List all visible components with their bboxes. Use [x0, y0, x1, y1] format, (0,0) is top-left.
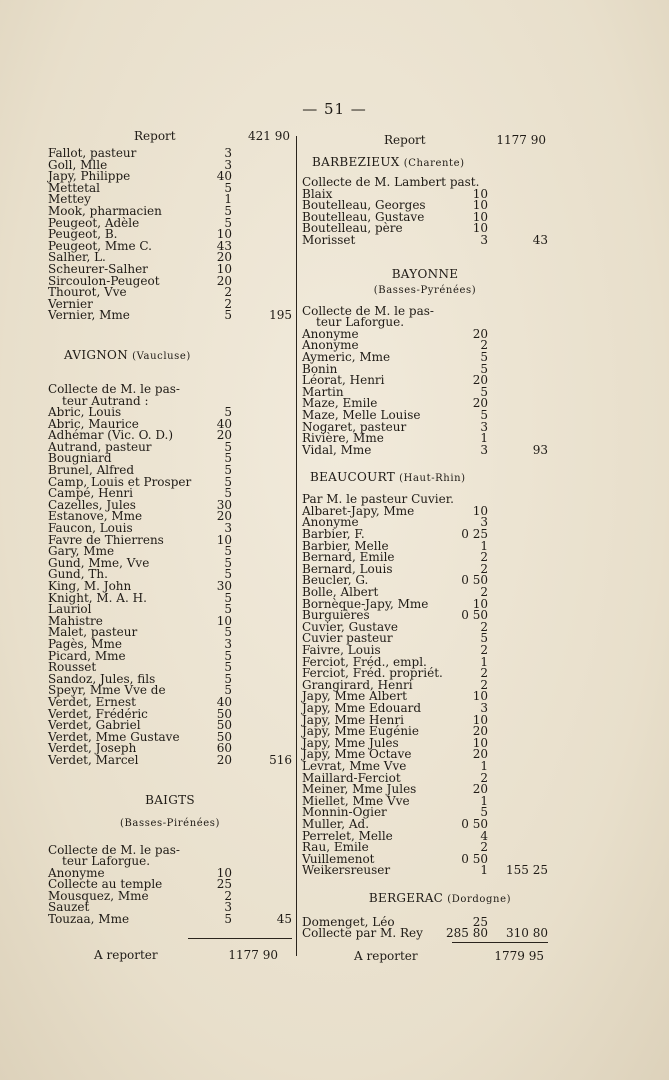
donor-name: Monnin-Ogier [302, 805, 387, 820]
section-heading [302, 155, 548, 169]
donor-name: Ferciot, Fréd. propriét. [302, 666, 443, 681]
donor-amount: 1 [480, 758, 488, 773]
donor-row [302, 865, 548, 877]
donor-name: Collecte au temple [48, 877, 163, 892]
donor-amount: 10 [472, 712, 488, 727]
section-region: (Basses-Pyrénées) [373, 284, 477, 296]
intro-line: Collecte de M. le pas- [48, 842, 180, 857]
donor-name: Cuvier, Gustave [302, 619, 399, 634]
donor-amount: 10 [216, 865, 232, 880]
donor-amount: 5 [224, 544, 232, 559]
donor-name: Levrat, Mme Vve [302, 758, 407, 773]
donor-name: Bonin [302, 361, 338, 376]
donor-amount: 5 [480, 407, 488, 422]
donor-amount: 2 [480, 677, 488, 692]
donor-amount: 43 [216, 238, 232, 253]
donor-amount: 20 [216, 509, 232, 524]
donor-name: Autrand, pasteur [48, 439, 152, 454]
donor-amount: 20 [472, 396, 488, 411]
donor-name: Faucon, Louis [48, 521, 133, 536]
donor-amount: 5 [224, 180, 232, 195]
donor-amount: 60 [216, 741, 232, 756]
donor-amount: 3 [224, 521, 232, 536]
donor-name: Burguières [302, 608, 370, 623]
donor-amount: 5 [224, 215, 232, 230]
donor-name: Japy, Mme Albert [302, 689, 407, 704]
donor-amount: 3 [480, 700, 488, 715]
donor-name: Vuillemenot [302, 851, 375, 866]
donor-name: Anonyme [48, 865, 105, 880]
reporter-label: A reporter [354, 949, 418, 964]
section-title: BARBEZIEUX [312, 155, 400, 169]
donor-name: Adhémar (Vic. O. D.) [48, 428, 174, 443]
donor-list [302, 177, 548, 247]
donor-amount: 0 50 [461, 816, 488, 831]
donor-name: Fallot, pasteur [48, 146, 137, 160]
donor-amount: 3 [224, 146, 232, 160]
donor-amount: 2 [480, 585, 488, 600]
donor-name: Mettey [48, 192, 91, 207]
donor-amount: 1 [480, 538, 488, 553]
donor-name: Aymeric, Mme [302, 349, 391, 364]
page-number: — 51 — [302, 100, 367, 118]
donor-name: King, M. John [48, 579, 132, 593]
donor-amount: 10 [216, 613, 232, 628]
donor-amount: 50 [216, 718, 232, 733]
donor-name: Japy, Mme Octave [302, 747, 412, 762]
donor-list [48, 865, 292, 927]
donor-name: Faivre, Louis [302, 643, 381, 657]
total-rule [188, 938, 292, 939]
donor-name: Beucler, G. [302, 573, 369, 588]
donor-amount: 5 [224, 451, 232, 466]
report-amount: 1177 90 [496, 133, 546, 147]
donor-name: Campé, Henri [48, 486, 133, 501]
donor-name: Bolle, Albert [302, 585, 379, 600]
donor-name: Japy, Mme Edouard [302, 700, 422, 715]
intro-line: teur Laforgue. [62, 854, 151, 869]
donor-name: Morisset [302, 232, 356, 247]
section-heading [302, 891, 548, 905]
donor-name: Verdet, Frédéric [48, 706, 148, 721]
donor-row [48, 752, 292, 767]
donor-name: Martin [302, 384, 344, 399]
donor-name: Mettetal [48, 180, 100, 195]
total-rule [452, 942, 548, 943]
donor-amount: 5 [224, 463, 232, 478]
reporter-line [48, 947, 292, 963]
donor-name: Scheurer-Salher [48, 261, 148, 276]
donor-name: Vernier, Mme [48, 308, 130, 323]
donor-amount: 10 [472, 503, 488, 518]
donor-row [302, 442, 548, 457]
donor-amount: 3 [224, 157, 232, 172]
donor-name: Cazelles, Jules [48, 497, 136, 512]
donor-name: Gary, Mme [48, 544, 115, 559]
donor-name: Bernard, Emile [302, 550, 395, 565]
donor-name: Vernier [48, 296, 93, 311]
donor-list [302, 914, 548, 941]
donor-name: Peugeot, Mme C. [48, 238, 152, 253]
donor-name: Mahistre [48, 613, 103, 628]
donor-amount: 50 [216, 706, 232, 721]
subtotal-amount: 93 [532, 442, 548, 457]
donor-amount: 5 [224, 555, 232, 570]
donor-amount: 5 [224, 660, 232, 675]
donor-name: Picard, Mme [48, 648, 126, 663]
section-heading [302, 470, 548, 484]
subtotal-amount: 45 [276, 912, 292, 927]
donor-name: Anonyme [302, 326, 359, 341]
donor-name: Malet, pasteur [48, 625, 138, 640]
donor-name: Domenget, Léo [302, 914, 395, 929]
donor-name: Verdet, Mme Gustave [48, 729, 180, 744]
donor-amount: 0 50 [461, 851, 488, 866]
donor-amount: 1 [224, 192, 232, 207]
donor-name: Cuvier pasteur [302, 631, 393, 646]
section-heading [302, 267, 548, 281]
reporter-line [302, 948, 548, 964]
donor-name: Goll, Mlle [48, 157, 108, 172]
donor-amount: 2 [480, 770, 488, 785]
donor-name: Pagès, Mme [48, 636, 123, 651]
donor-amount: 2 [224, 296, 232, 311]
donor-amount: 285 80 [446, 926, 488, 941]
donor-name: Miellet, Mme Vve [302, 793, 410, 808]
donor-name: Weikersreuser [302, 863, 391, 878]
left-column [48, 128, 292, 963]
donor-name: Japy, Philippe [48, 169, 131, 184]
donor-list [302, 494, 548, 877]
donor-amount: 20 [472, 326, 488, 341]
donor-row [48, 914, 292, 926]
subtotal-amount: 310 80 [506, 926, 548, 941]
donor-amount: 3 [480, 232, 488, 247]
donor-amount: 2 [480, 338, 488, 353]
donor-amount: 2 [480, 666, 488, 681]
donor-name: Verdet, Joseph [48, 741, 137, 756]
donor-amount: 40 [216, 169, 232, 184]
donor-amount: 5 [480, 384, 488, 399]
donor-amount: 10 [472, 596, 488, 611]
donor-amount: 10 [472, 186, 488, 201]
donor-name: Thourot, Vve [48, 285, 127, 300]
donor-amount: 10 [216, 261, 232, 276]
donor-amount: 5 [480, 805, 488, 820]
donor-name: Par M. le pasteur Cuvier. [302, 492, 454, 507]
donor-amount: 1 [480, 793, 488, 808]
donor-amount: 2 [480, 550, 488, 565]
section-title: AVIGNON [64, 347, 128, 362]
donor-name: Albaret-Japy, Mme [302, 503, 415, 518]
intro-line: teur Autrand : [62, 393, 149, 408]
donor-name: Estanove, Mme [48, 509, 143, 524]
report-line [302, 132, 548, 148]
donor-name: Verdet, Ernest [48, 694, 136, 709]
donor-name: Touzaa, Mme [48, 912, 130, 927]
donor-amount: 5 [224, 474, 232, 489]
donor-name: Bougniard [48, 451, 112, 466]
donor-amount: 2 [224, 888, 232, 903]
donor-name: Léorat, Henri [302, 373, 385, 388]
donor-amount: 5 [480, 361, 488, 376]
donor-list [48, 148, 292, 322]
donor-amount: 5 [480, 349, 488, 364]
donor-name: Rousset [48, 660, 97, 675]
donor-amount: 5 [224, 602, 232, 617]
donor-name: Maze, Melle Louise [302, 407, 421, 422]
donor-amount: 30 [216, 579, 232, 593]
donor-amount: 5 [224, 308, 232, 323]
donor-row [48, 310, 292, 322]
donor-amount: 10 [216, 532, 232, 547]
donor-row [302, 349, 548, 364]
donor-name: Favre de Thierrens [48, 532, 164, 547]
section-region: (Charente) [403, 158, 465, 169]
donor-name: Camp, Louis et Prosper [48, 474, 192, 489]
donor-amount: 3 [480, 419, 488, 434]
section-heading [48, 348, 292, 362]
donor-amount: 10 [472, 735, 488, 750]
donor-amount: 5 [224, 683, 232, 698]
donor-amount: 1 [480, 863, 488, 878]
donor-name: Maze, Emile [302, 396, 378, 411]
donor-name: Rivière, Mme [302, 431, 384, 446]
intro-line: Collecte de M. le pas- [48, 381, 180, 396]
subtotal-amount: 155 25 [506, 863, 548, 878]
donor-amount: 10 [216, 227, 232, 242]
donor-list [48, 407, 292, 766]
report-label: Report [384, 133, 426, 147]
subtotal-amount: 195 [269, 308, 292, 323]
donor-name: Peugeot, Adèle [48, 215, 140, 230]
donor-name: Blaix [302, 186, 333, 201]
donor-name: Japy, Mme Jules [302, 735, 399, 750]
reporter-label: A reporter [94, 947, 158, 962]
donor-amount: 2 [480, 561, 488, 576]
donor-name: Barbier, Melle [302, 538, 389, 553]
donor-amount: 3 [224, 636, 232, 651]
donor-name: Mook, pharmacien [48, 203, 162, 218]
donor-amount: 40 [216, 416, 232, 431]
subtotal-amount: 516 [269, 752, 292, 767]
donor-amount: 20 [472, 747, 488, 762]
donor-name: Abric, Louis [48, 405, 122, 420]
intro-line: teur Laforgue. [316, 315, 405, 330]
donor-amount: 2 [224, 285, 232, 300]
report-label: Report [134, 129, 176, 143]
section-title: BAYONNE [391, 266, 459, 281]
section-region: (Vaucluse) [132, 350, 191, 362]
donor-amount: 20 [216, 752, 232, 767]
section-region: (Dordogne) [447, 893, 512, 905]
donor-name: Collecte de M. Lambert past. [302, 175, 480, 189]
donor-name: Bernard, Louis [302, 561, 393, 576]
donor-name: Salher, L. [48, 250, 106, 265]
donor-name: Peugeot, B. [48, 227, 118, 242]
section-region: (Basses-Pirénées) [119, 817, 221, 829]
donor-name: Brunel, Alfred [48, 463, 135, 478]
donor-amount: 5 [224, 590, 232, 605]
donor-amount: 50 [216, 729, 232, 744]
reporter-amount: 1779 95 [494, 949, 544, 964]
donor-amount: 1 [480, 431, 488, 446]
donor-amount: 3 [224, 900, 232, 915]
right-column [302, 128, 548, 964]
donor-name: Sauzet [48, 900, 90, 915]
donor-amount: 20 [216, 428, 232, 443]
donor-name: Bornèque-Japy, Mme [302, 596, 429, 611]
donor-name: Anonyme [302, 515, 359, 530]
donor-amount: 1 [480, 654, 488, 669]
section-title: BEAUCOURT [310, 470, 396, 485]
donor-amount: 5 [224, 912, 232, 927]
donor-name: Muller, Ad. [302, 816, 370, 831]
donor-name: Abric, Maurice [48, 416, 139, 431]
intro-line: Collecte de M. le pas- [302, 303, 434, 318]
donor-name: Perrelet, Melle [302, 828, 393, 843]
donor-amount: 2 [480, 840, 488, 855]
subtotal-amount: 43 [532, 232, 548, 247]
donor-name: Mousquez, Mme [48, 888, 149, 903]
donor-amount: 5 [224, 567, 232, 582]
report-line [48, 128, 292, 144]
donor-name: Lauriol [48, 602, 92, 617]
donor-row [302, 232, 548, 247]
donor-name: Collecte par M. Rey [302, 926, 423, 941]
donor-name: Gund, Th. [48, 567, 108, 582]
donor-name: Ferciot, Fréd., empl. [302, 654, 427, 669]
donor-amount: 25 [216, 877, 232, 892]
donor-name: Verdet, Marcel [48, 752, 139, 767]
donor-name: Verdet, Gabriel [48, 718, 141, 733]
donor-amount: 20 [472, 782, 488, 797]
donor-amount: 10 [472, 209, 488, 224]
donor-name: Sandoz, Jules, fils [48, 671, 156, 686]
donor-amount: 10 [472, 198, 488, 213]
donor-amount: 10 [472, 221, 488, 236]
donor-row [302, 928, 548, 940]
section-heading [48, 793, 292, 807]
donor-name: Gund, Mme, Vve [48, 555, 150, 570]
donor-amount: 5 [224, 203, 232, 218]
report-amount: 421 90 [248, 129, 290, 143]
donor-amount: 2 [480, 643, 488, 657]
donor-amount: 0 50 [461, 608, 488, 623]
donor-amount: 5 [480, 631, 488, 646]
donor-name: Grangirard, Henri [302, 677, 413, 692]
donor-name: Rau, Emile [302, 840, 369, 855]
donor-amount: 5 [224, 439, 232, 454]
donor-amount: 0 50 [461, 573, 488, 588]
donor-amount: 5 [224, 486, 232, 501]
donor-amount: 20 [216, 250, 232, 265]
donor-name: Meiner, Mme Jules [302, 782, 417, 797]
donor-amount: 5 [224, 405, 232, 420]
section-region: (Haut-Rhin) [399, 473, 466, 485]
donor-amount: 5 [224, 625, 232, 640]
donor-amount: 30 [216, 497, 232, 512]
donor-amount: 20 [472, 724, 488, 739]
column-divider [296, 136, 297, 956]
donor-name: Anonyme [302, 338, 359, 353]
donor-amount: 2 [480, 619, 488, 634]
donor-amount: 25 [472, 914, 488, 929]
donor-name: Knight, M. A. H. [48, 590, 147, 605]
section-title: BERGERAC [368, 890, 444, 905]
donor-name: Barbier, F. [302, 527, 365, 542]
donor-name: Japy, Mme Eugénie [302, 724, 419, 739]
donor-name: Boutelleau, Gustave [302, 209, 425, 224]
donor-amount: 5 [224, 648, 232, 663]
donor-amount: 4 [480, 828, 488, 843]
donor-name: Speyr, Mme Vve de [48, 683, 166, 698]
donor-amount: 40 [216, 694, 232, 709]
section-title: BAIGTS [145, 792, 195, 807]
donor-name: Japy, Mme Henri [302, 712, 404, 727]
donor-name: Boutelleau, père [302, 221, 403, 236]
donor-name: Maillard-Ferciot [302, 770, 401, 785]
donor-amount: 10 [472, 689, 488, 704]
donor-name: Nogaret, pasteur [302, 419, 407, 434]
reporter-amount: 1177 90 [228, 947, 278, 962]
donor-amount: 3 [480, 515, 488, 530]
donor-name: Sircoulon-Peugeot [48, 273, 160, 288]
donor-amount: 3 [480, 442, 488, 457]
donor-amount: 20 [472, 373, 488, 388]
donor-row [302, 177, 548, 189]
donor-name: Vidal, Mme [302, 442, 372, 457]
donor-amount: 20 [216, 273, 232, 288]
donor-list [302, 326, 548, 457]
donor-amount: 0 25 [461, 527, 488, 542]
donor-name: Boutelleau, Georges [302, 198, 426, 213]
donor-amount: 5 [224, 671, 232, 686]
